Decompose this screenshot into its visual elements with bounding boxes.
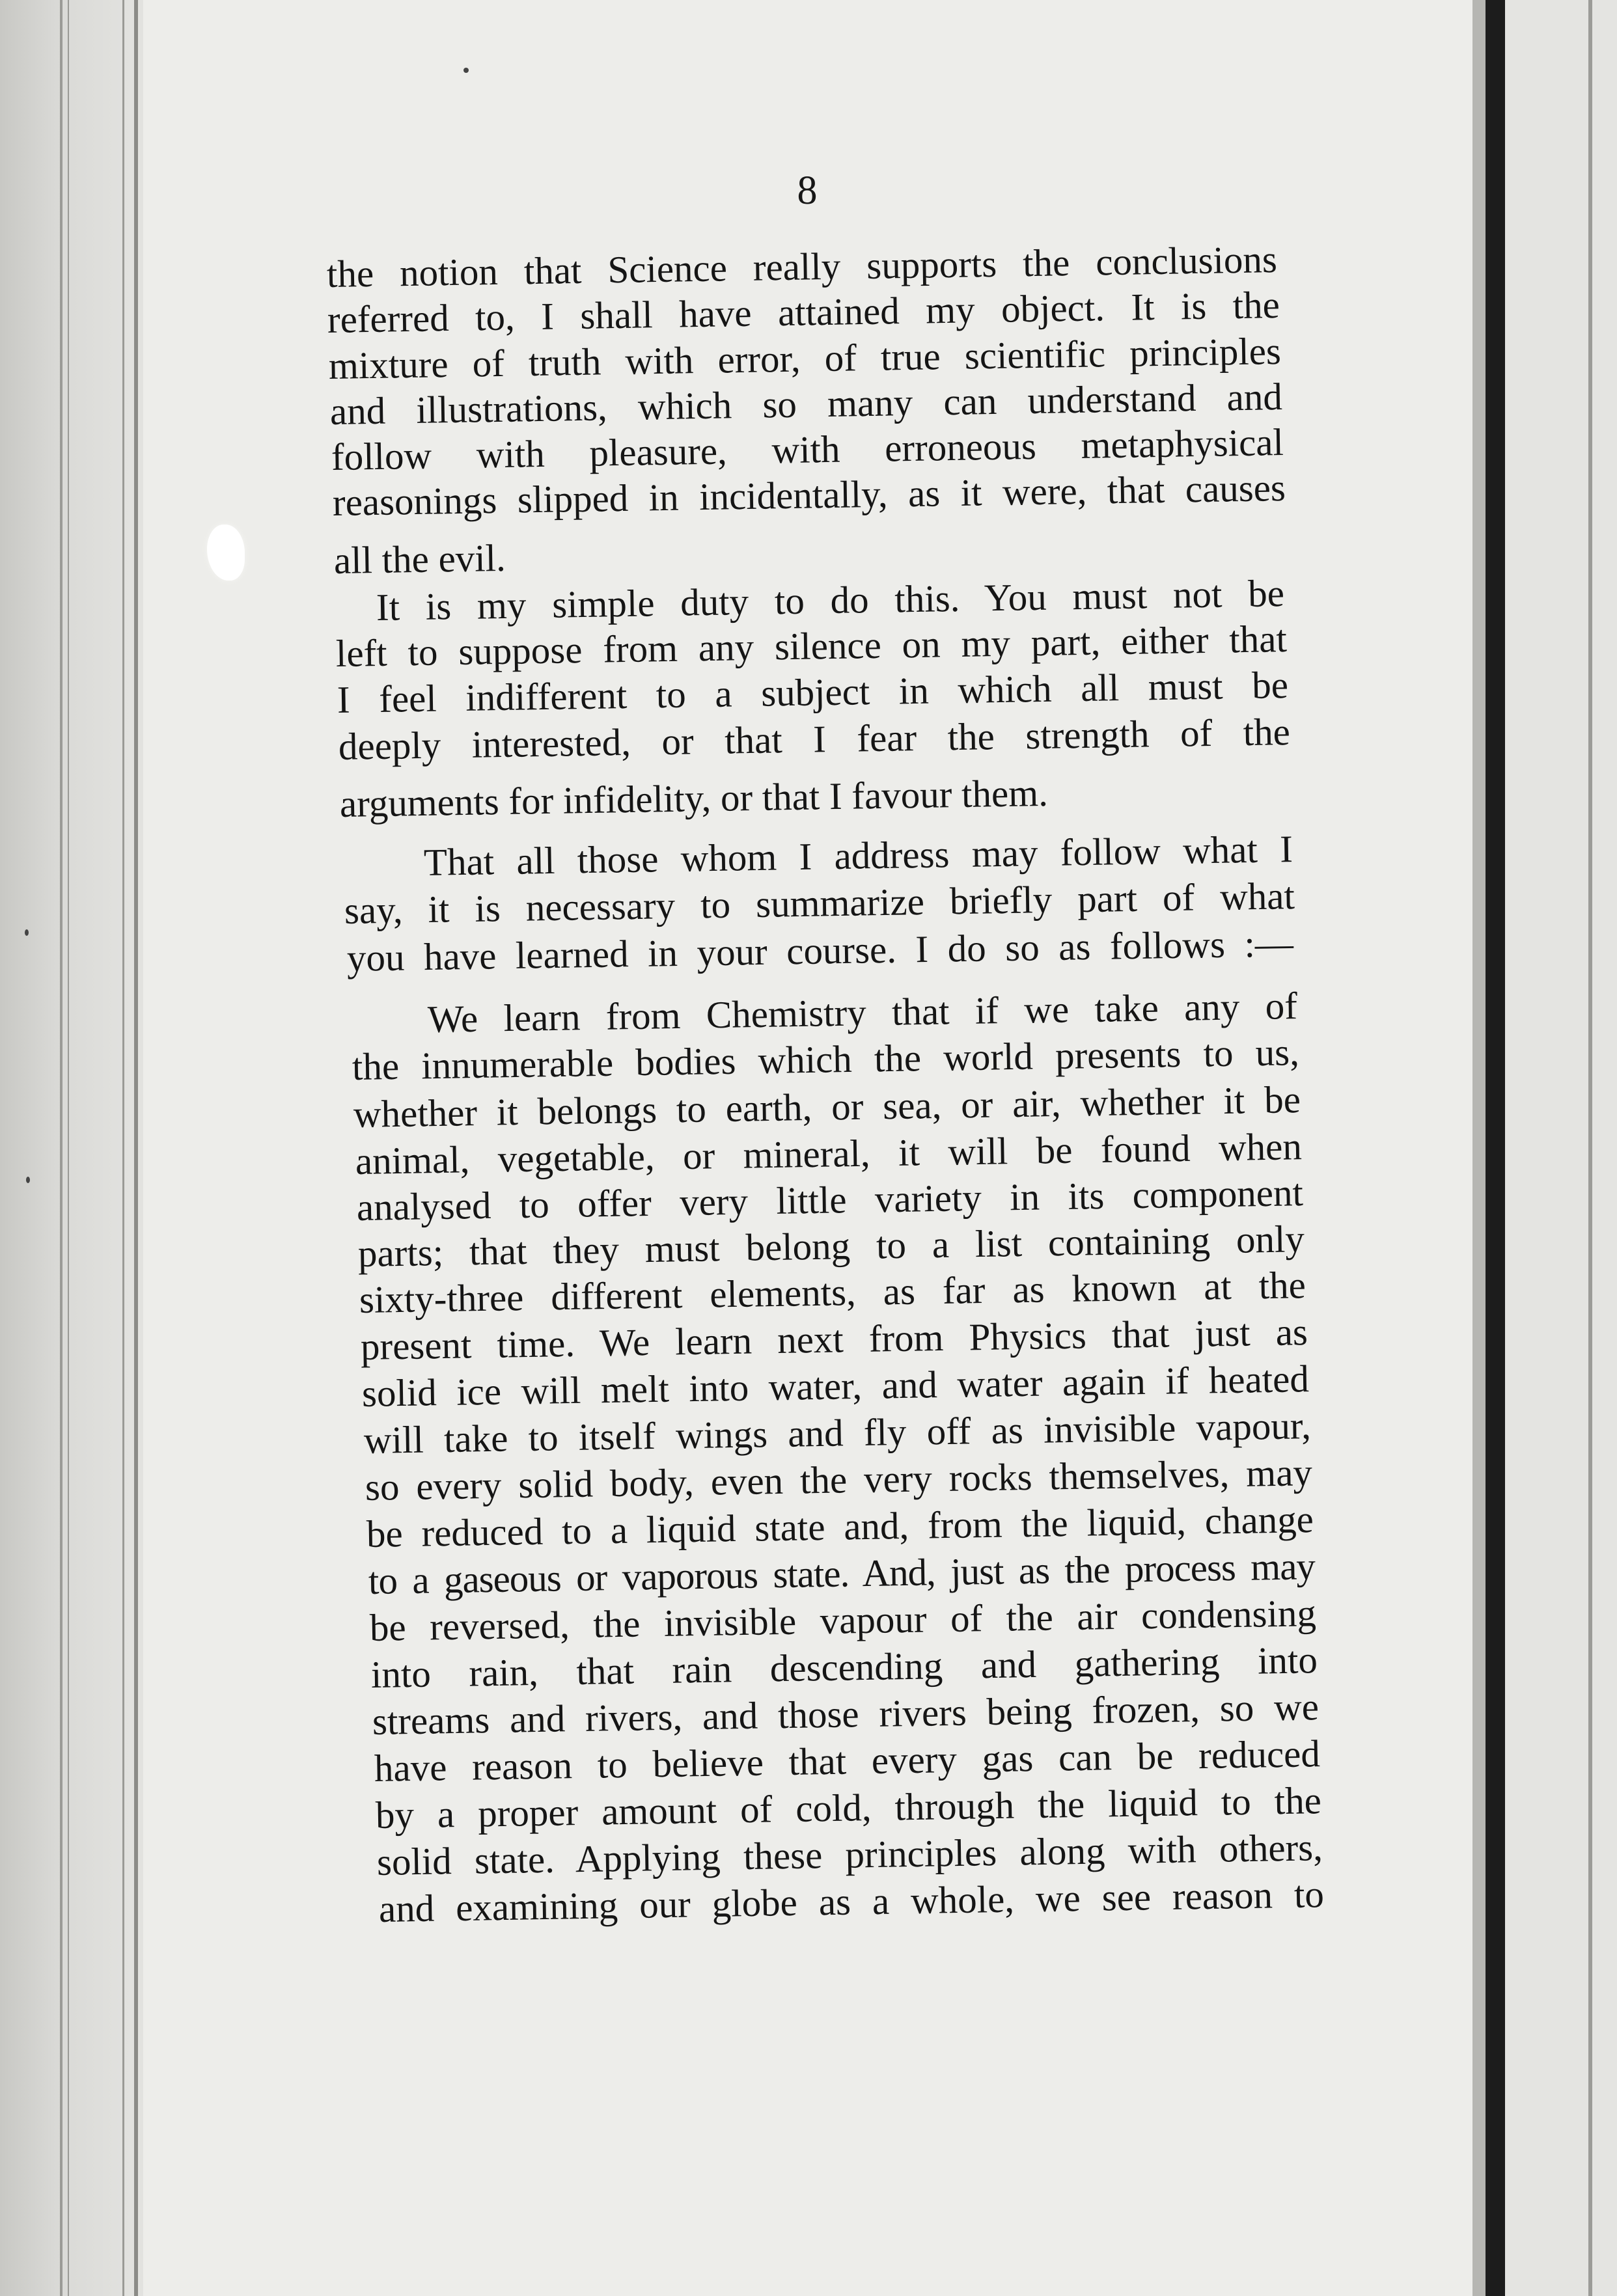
text-line: animal, vegetable, or mineral, it will be found when: [355, 1125, 1303, 1182]
text-line: parts; that they must belong to a list containing only: [357, 1217, 1305, 1275]
page-number: 8: [797, 169, 818, 213]
text-line: That all those whom I address may follow what I: [423, 827, 1293, 884]
text-line: whether it belongs to earth, or sea, or air, whether it be: [353, 1078, 1301, 1136]
text-line: so every solid body, even the very rocks themselves, may: [365, 1451, 1313, 1509]
text-line: I feel indifferent to a subject in which all must be: [337, 663, 1289, 721]
text-line: solid state. Applying these principles along with others,: [376, 1825, 1323, 1883]
text-line: by a proper amount of cold, through the liquid to the: [375, 1779, 1322, 1837]
text-line: present time. We learn next from Physics that just as: [360, 1310, 1308, 1368]
text-line: the innumerable bodies which the world presents to us,: [352, 1030, 1300, 1088]
text-line: follow with pleasure, with erroneous metaphysical: [331, 420, 1284, 478]
text-line: sixty-three different elements, as far as known at the: [359, 1263, 1306, 1321]
text-line: We learn from Chemistry that if we take any of: [427, 984, 1298, 1041]
text-line: the notion that Science really supports the conclusions: [326, 238, 1278, 295]
text-line: left to suppose from any silence on my part, either that: [335, 617, 1288, 675]
text-line: referred to, I shall have attained my object. It is the: [327, 283, 1280, 341]
text-line: deeply interested, or that I fear the strength of the: [338, 710, 1291, 768]
text-line: and illustrations, which so many can understand and: [329, 375, 1283, 433]
text-line: analysed to offer very little variety in its component: [356, 1171, 1304, 1229]
text-line: mixture of truth with error, of true scientific principles: [328, 329, 1282, 387]
text-line: will take to itself wings and fly off as invisible vapour,: [363, 1404, 1312, 1462]
text-line: be reduced to a liquid state and, from the liquid, change: [366, 1497, 1314, 1555]
text-line: streams and rivers, and those rivers being frozen, so we: [372, 1685, 1320, 1743]
text-line: arguments for infidelity, or that I favour them.: [339, 771, 1049, 825]
text-line: to a gaseous or vaporous state. And, just as the process may: [368, 1544, 1316, 1602]
text-line: have reason to believe that every gas can be reduced: [374, 1732, 1321, 1790]
text-line: you have learned in your course. I do so as follows :—: [346, 922, 1294, 979]
text-line: and examining our globe as a whole, we see reason to: [378, 1872, 1325, 1930]
text-line: reasonings slipped in incidentally, as it were, that causes: [332, 466, 1286, 524]
text-line: be reversed, the invisible vapour of the air condensing: [369, 1591, 1317, 1649]
text-line: into rain, that rain descending and gathering into: [370, 1638, 1318, 1696]
text-line: It is my simple duty to do this. You must not be: [376, 571, 1285, 629]
text-line: solid ice will melt into water, and water again if heated: [361, 1357, 1310, 1415]
text-line: all the evil.: [333, 536, 506, 582]
text-line: say, it is necessary to summarize briefly part of what: [344, 874, 1295, 932]
